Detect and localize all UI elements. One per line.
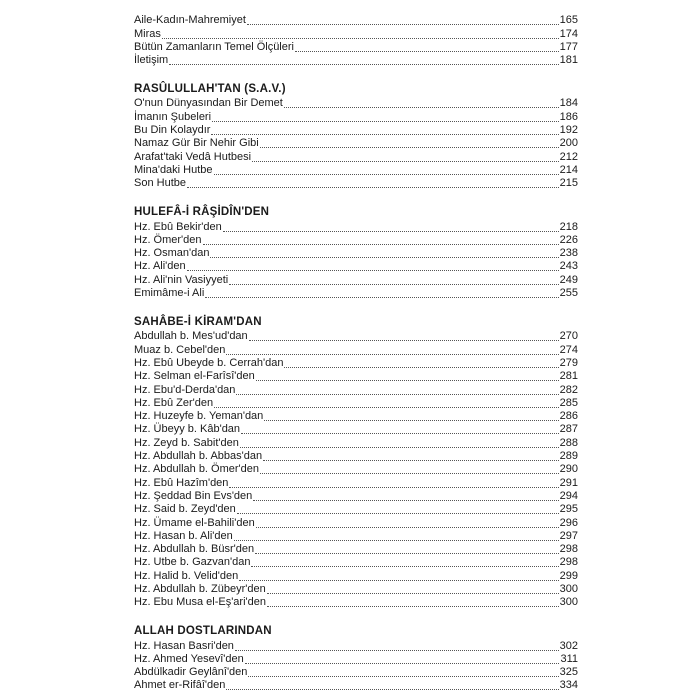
entry-title: Hz. Übeyy b. Kâb'dan [134,423,241,436]
dot-leader [234,531,559,541]
entry-page-number: 177 [559,40,578,53]
dot-leader [239,571,558,581]
dot-leader [229,275,558,285]
dot-leader [214,165,559,175]
dot-leader [211,125,558,135]
entry-page-number: 238 [559,247,578,260]
toc-entry [134,653,578,666]
entry-title: Hz. Abdullah b. Ömer'den [134,463,260,476]
entry-title: Hz. Ali'den [134,260,186,273]
entry-page-number: 294 [559,489,578,502]
entry-page-number: 298 [559,543,578,556]
toc-entry [134,516,578,529]
dot-leader [223,222,559,232]
dot-leader [235,641,559,651]
dot-leader [229,478,558,488]
toc-entry [134,436,578,449]
entry-page-number: 215 [559,177,578,190]
toc-entry [134,583,578,596]
toc-entry [134,220,578,233]
dot-leader [241,424,559,434]
toc-entry [134,530,578,543]
entry-title: Hz. Ebu'd-Derda'dan [134,383,236,396]
dot-leader [212,112,559,122]
entry-title: Hz. Utbe b. Gazvan'dan [134,556,251,569]
entry-title: Hz. Ömer'den [134,233,202,246]
dot-leader [263,451,559,461]
entry-page-number: 299 [559,569,578,582]
dot-leader [247,15,559,25]
dot-leader [251,557,558,567]
dot-leader [264,411,558,421]
entry-page-number: 287 [559,423,578,436]
entry-page-number: 295 [559,503,578,516]
entry-page-number: 300 [559,582,578,595]
toc-entry [134,164,578,177]
entry-title: Hz. Şeddad Bin Evs'den [134,489,253,502]
section-heading: HULEFÂ-İ RÂŞİDÎN'DEN [134,206,270,219]
entry-page-number: 214 [559,163,578,176]
entry-page-number: 281 [559,370,578,383]
entry-page-number: 165 [559,14,578,27]
table-of-contents [134,14,578,692]
entry-page-number: 249 [559,273,578,286]
entry-title: Bu Din Kolaydır [134,124,211,137]
toc-entry [134,370,578,383]
toc-entry [134,97,578,110]
entry-title: Hz. Ali'nin Vasiyyeti [134,273,229,286]
entry-page-number: 286 [559,410,578,423]
entry-title: Hz. Ahmed Yesevî'den [134,652,244,665]
entry-title: Hz. Ebu Musa el-Eş'ari'den [134,596,266,609]
toc-entry [134,397,578,410]
dot-leader [210,248,558,258]
entry-page-number: 288 [559,436,578,449]
entry-page-number: 296 [559,516,578,529]
entry-title: Hz. Ümame el-Bahili'den [134,516,255,529]
entry-title: Mina'daki Hutbe [134,163,213,176]
entry-title: Bütün Zamanların Temel Ölçüleri [134,40,294,53]
dot-leader [237,504,559,514]
entry-title: Hz. Said b. Zeyd'den [134,503,236,516]
entry-title: Aile-Kadın-Mahremiyet [134,14,246,27]
toc-entry [134,124,578,137]
entry-title: Hz. Ebû Zer'den [134,396,214,409]
dot-leader [249,331,559,341]
dot-leader [260,464,559,474]
toc-entry [134,476,578,489]
entry-page-number: 302 [559,639,578,652]
dot-leader [253,491,558,501]
entry-title: Hz. Hasan Basri'den [134,639,234,652]
entry-title: Hz. Selman el-Farîsî'den [134,370,255,383]
toc-entry [134,273,578,286]
entry-page-number: 325 [559,666,578,679]
dot-leader [267,597,559,607]
entry-title: Miras [134,27,161,40]
entry-page-number: 174 [559,27,578,40]
toc-entry [134,137,578,150]
toc-entry [134,410,578,423]
toc-entry [134,247,578,260]
toc-entry [134,490,578,503]
dot-leader [252,152,559,162]
entry-page-number: 274 [559,343,578,356]
toc-entry [134,543,578,556]
dot-leader [284,358,558,368]
dot-leader [187,261,559,271]
entry-page-number: 192 [559,124,578,137]
entry-title: Muaz b. Cebel'den [134,343,226,356]
toc-entry [134,503,578,516]
toc-entry [134,150,578,163]
dot-leader [256,371,559,381]
entry-title: İmanın Şubeleri [134,110,212,123]
toc-entry [134,177,578,190]
toc-entry [134,383,578,396]
dot-leader [169,55,558,65]
entry-title: Hz. Halid b. Velid'den [134,569,239,582]
entry-page-number: 255 [559,287,578,300]
dot-leader [260,138,559,148]
toc-entry [134,463,578,476]
entry-title: Hz. Abdullah b. Zübeyr'den [134,582,266,595]
toc-entry [134,679,578,692]
entry-title: Hz. Zeyd b. Sabit'den [134,436,239,449]
entry-page-number: 226 [559,233,578,246]
entry-page-number: 311 [560,652,578,665]
entry-title: Hz. Abdullah b. Abbas'dan [134,450,263,463]
dot-leader [245,654,560,664]
entry-page-number: 291 [559,476,578,489]
entry-page-number: 200 [559,137,578,150]
dot-leader [236,385,558,395]
entry-page-number: 298 [559,556,578,569]
toc-entry [134,639,578,652]
dot-leader [203,235,559,245]
entry-title: İletişim [134,54,169,67]
entry-page-number: 279 [559,356,578,369]
section-heading: ALLAH DOSTLARINDAN [134,625,272,638]
dot-leader [267,584,559,594]
entry-page-number: 297 [559,529,578,542]
entry-page-number: 270 [559,330,578,343]
entry-title: Son Hutbe [134,177,186,190]
entry-page-number: 285 [559,396,578,409]
toc-entry [134,234,578,247]
toc-entry [134,27,578,40]
dot-leader [226,680,558,690]
dot-leader [205,288,558,298]
toc-entry [134,41,578,54]
section-heading: SAHÂBE-İ KİRAM'DAN [134,316,262,329]
toc-section [134,314,578,609]
toc-entry [134,14,578,27]
toc-entry [134,330,578,343]
entry-title: Hz. Ebû Ubeyde b. Cerrah'dan [134,356,284,369]
entry-page-number: 290 [559,463,578,476]
toc-entry [134,666,578,679]
toc-section [134,81,578,190]
toc-entry [134,54,578,67]
entry-page-number: 282 [559,383,578,396]
entry-title: Ahmet er-Rifâî'den [134,679,226,692]
toc-entry [134,260,578,273]
toc-entry [134,357,578,370]
dot-leader [256,518,559,528]
dot-leader [248,667,558,677]
entry-page-number: 289 [559,450,578,463]
toc-entry [134,596,578,609]
section-heading: RASÛLULLAH'TAN (S.A.V.) [134,83,286,96]
toc-entry [134,287,578,300]
toc-section [134,14,578,67]
toc-section [134,204,578,300]
toc-entry [134,556,578,569]
entry-title: Arafat'taki Vedâ Hutbesi [134,150,252,163]
entry-page-number: 334 [559,679,578,692]
dot-leader [295,42,559,52]
dot-leader [284,98,559,108]
toc-entry [134,110,578,123]
dot-leader [162,29,559,39]
entry-page-number: 243 [559,260,578,273]
entry-title: Hz. Osman'dan [134,247,210,260]
toc-entry [134,423,578,436]
dot-leader [240,438,559,448]
toc-entry [134,569,578,582]
entry-title: O'nun Dünyasından Bir Demet [134,97,283,110]
dot-leader [255,544,559,554]
entry-title: Hz. Abdullah b. Büsr'den [134,543,255,556]
dot-leader [214,398,559,408]
dot-leader [226,345,558,355]
toc-section [134,623,578,692]
toc-entry [134,450,578,463]
entry-title: Hz. Huzeyfe b. Yeman'dan [134,410,264,423]
entry-title: Namaz Gür Bir Nehir Gibi [134,137,259,150]
entry-page-number: 184 [559,97,578,110]
entry-page-number: 300 [559,596,578,609]
entry-title: Abdülkadir Geylânî'den [134,666,248,679]
entry-title: Emimâme-i Ali [134,287,205,300]
entry-page-number: 212 [559,150,578,163]
entry-title: Hz. Ebû Hazîm'den [134,476,229,489]
dot-leader [187,178,559,188]
entry-title: Abdullah b. Mes'ud'dan [134,330,248,343]
entry-title: Hz. Ebû Bekir'den [134,220,222,233]
entry-page-number: 186 [559,110,578,123]
toc-entry [134,343,578,356]
entry-page-number: 181 [559,54,578,67]
entry-title: Hz. Hasan b. Ali'den [134,529,233,542]
entry-page-number: 218 [559,220,578,233]
